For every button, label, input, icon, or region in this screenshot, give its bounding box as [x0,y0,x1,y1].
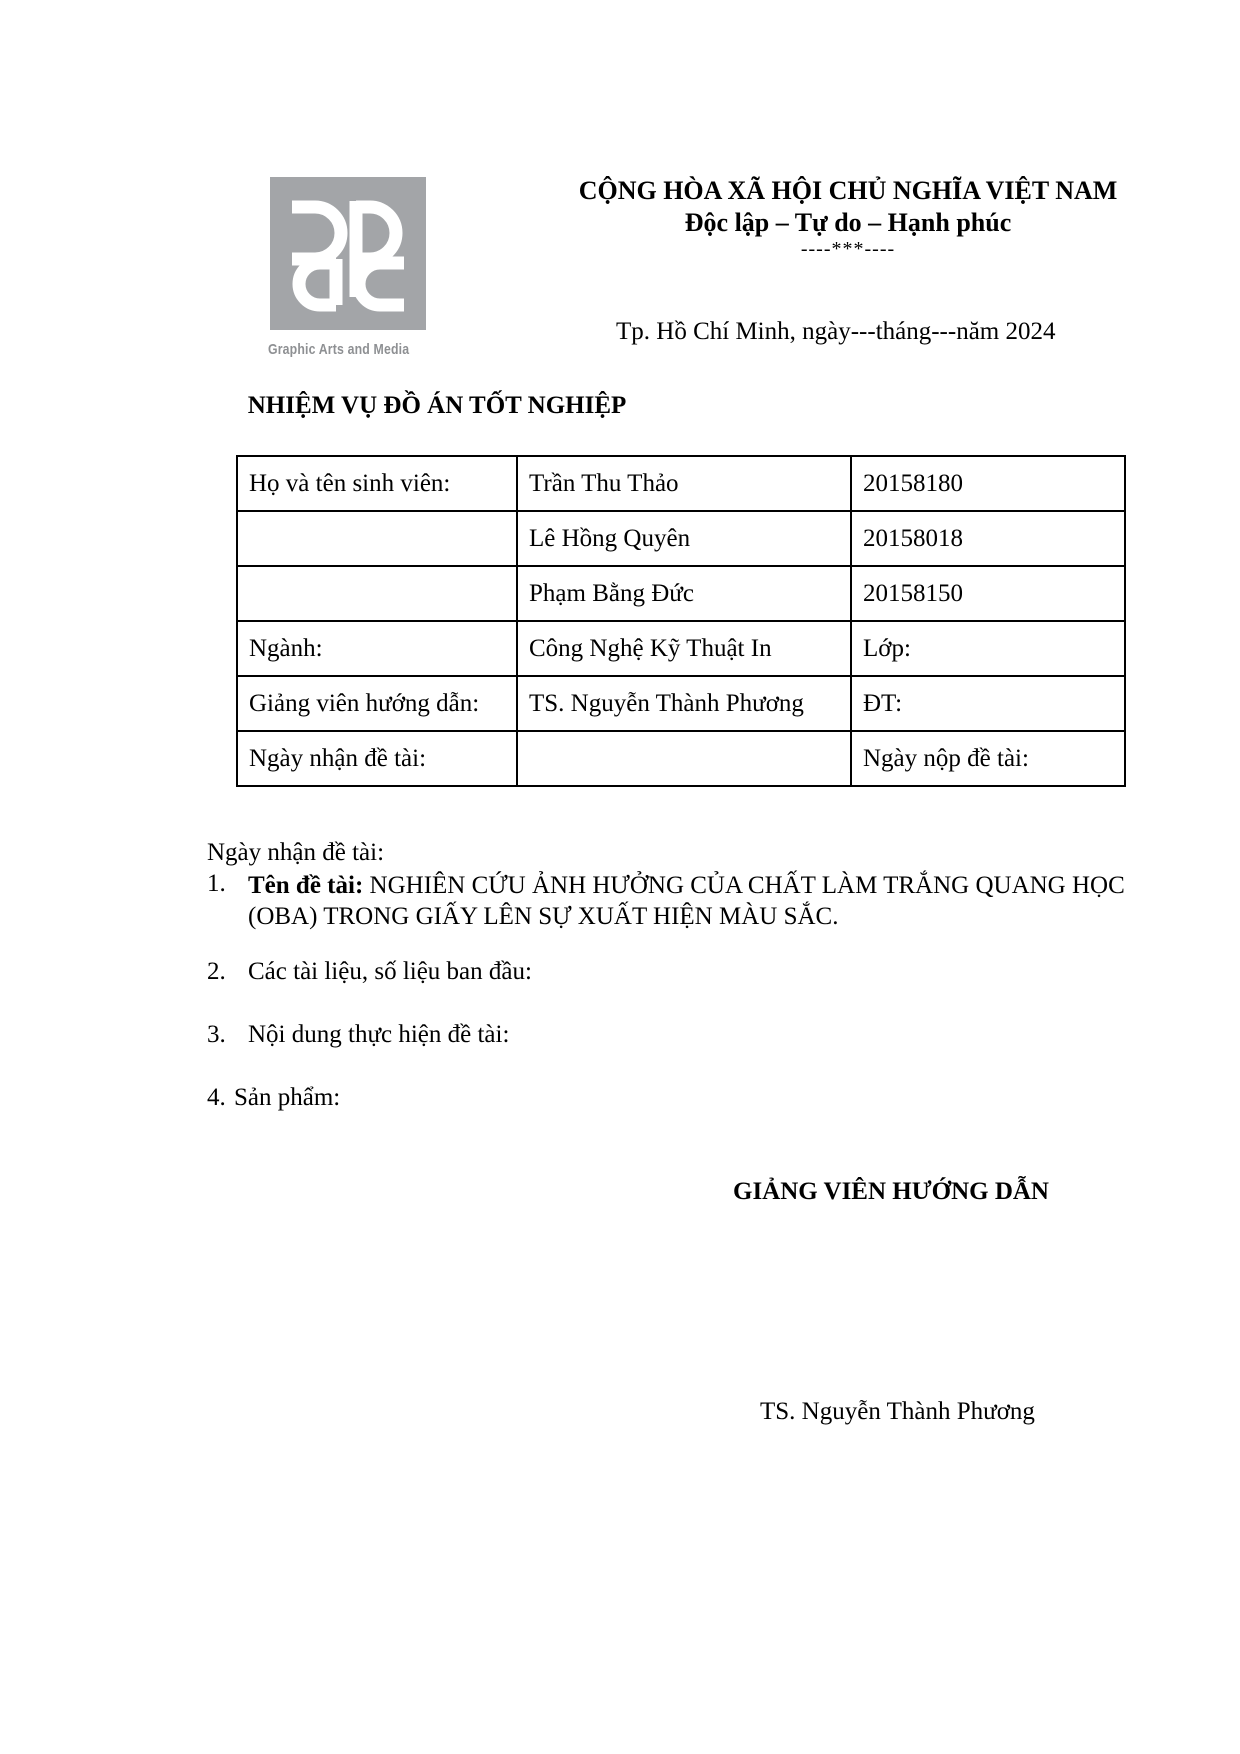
table-cell: 20158180 [851,456,1125,511]
topic-title: NGHIÊN CỨU ẢNH HƯỞNG CỦA CHẤT LÀM TRẮNG QUANG HỌC (OBA) TRONG GIẤY LÊN SỰ XUẤT HIỆN MÀU SẮC. [248,872,1125,930]
topic-label: Tên đề tài: [248,872,364,899]
document-title [236,392,1124,420]
table-cell: Công Nghệ Kỹ Thuật In [517,621,851,676]
national-header-line1: CỘNG HÒA XÃ HỘI CHỦ NGHĨA VIỆT NAM [578,176,1118,205]
table-row [237,731,1125,786]
table-cell: Phạm Bằng Đức [517,566,851,621]
logo-glyph [270,177,426,330]
table-cell [517,731,851,786]
table-cell: TS. Nguyễn Thành Phương [517,676,851,731]
place-date: Tp. Hồ Chí Minh, ngày---tháng---năm 2024 [616,318,1056,345]
table-row [237,566,1125,621]
table-cell: Giảng viên hướng dẫn: [237,676,517,731]
gdpc-logo-icon [270,177,426,330]
table-cell: Lớp: [851,621,1125,676]
table-cell: 20158018 [851,511,1125,566]
table-cell: Trần Thu Thảo [517,456,851,511]
list-number: 1. [207,870,226,897]
list-item-text: Nội dung thực hiện đề tài: [248,1021,510,1048]
document-title-text: NHIỆM VỤ ĐỒ ÁN TỐT NGHIỆP [247,392,627,419]
list-item-text: Sản phẩm: [234,1084,341,1111]
header-divider: ----***---- [800,238,896,260]
table-cell [237,566,517,621]
table-cell: Ngày nộp đề tài: [851,731,1125,786]
table-row [237,456,1125,511]
table-cell: 20158150 [851,566,1125,621]
received-date-label: Ngày nhận đề tài: [207,839,385,866]
logo-caption: Graphic Arts and Media [268,341,410,358]
national-motto: Độc lập – Tự do – Hạnh phúc [684,208,1012,237]
table-cell: ĐT: [851,676,1125,731]
table-cell: Lê Hồng Quyên [517,511,851,566]
table-row [237,676,1125,731]
list-number: 4. [207,1084,226,1111]
student-info-table [236,455,1126,787]
signature-title: GIẢNG VIÊN HƯỚNG DẪN [733,1178,1049,1205]
table-row [237,621,1125,676]
table-row [237,511,1125,566]
table-cell [237,511,517,566]
list-item-text: Các tài liệu, số liệu ban đầu: [248,958,532,985]
list-number: 3. [207,1021,226,1048]
list-item-text [248,870,1128,932]
table-cell: Họ và tên sinh viên: [237,456,517,511]
list-number: 2. [207,958,226,985]
table-cell: Ngành: [237,621,517,676]
signature-name: TS. Nguyễn Thành Phương [760,1398,1035,1425]
table-cell: Ngày nhận đề tài: [237,731,517,786]
